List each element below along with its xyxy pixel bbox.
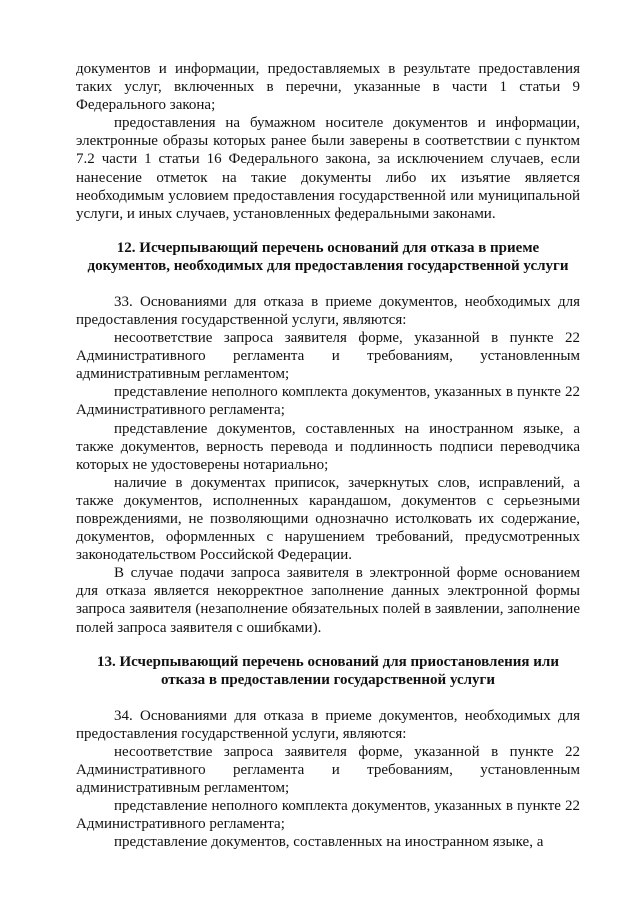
section-12-heading: 12. Исчерпывающий перечень оснований для отказа в приеме документов, необходимых для предоставления государственной услуги <box>87 239 569 275</box>
paragraph: предоставления на бумажном носителе документов и информации, электронные образы которых ранее были заверены в соответствии с пунктом 7.2 части 1 статьи 16 Федерального закона, за исключением случаев, если нанесение отметок на такие документы либо их изъятие является необходимым условием предоставления государственной или муниципальной услуги, и иных случаев, установленных федеральными законами. <box>76 115 580 222</box>
paragraph-34: 34. Основаниями для отказа в приеме документов, необходимых для предоставления государственной услуги, являются: <box>76 707 580 742</box>
paragraph: несоответствие запроса заявителя форме, указанной в пункте 22 Административного регламента и требованиям, установленным административным регламентом; <box>76 330 580 383</box>
paragraph: представление документов, составленных на иностранном языке, а также документов, верность перевода и подлинность подписи переводчика которых не удостоверены нотариально; <box>76 420 580 473</box>
section-13-heading: 13. Исчерпывающий перечень оснований для приостановления или отказа в предоставлении государственной услуги <box>97 653 559 689</box>
paragraph: представление документов, составленных на иностранном языке, а <box>114 834 544 851</box>
paragraph-continued: документов и информации, предоставляемых в результате предоставления таких услуг, включенных в перечни, указанные в части 1 статьи 9 Федерального закона; <box>76 61 580 114</box>
paragraph: В случае подачи запроса заявителя в электронной форме основанием для отказа является некорректное заполнение данных электронной формы запроса заявителя (незаполнение обязательных полей в заявлении, заполнение полей запроса заявителя с ошибками). <box>76 565 580 636</box>
paragraph: представление неполного комплекта документов, указанных в пункте 22 Административного регламента; <box>76 798 580 833</box>
paragraph: наличие в документах приписок, зачеркнутых слов, исправлений, а также документов, исполненных карандашом, документов с серьезными повреждениями, не позволяющими однозначно истолковать их содержание, документов, оформленных с нарушением требований, предусмотренных законодательством Российской Федерации. <box>76 474 580 564</box>
paragraph: представление неполного комплекта документов, указанных в пункте 22 Административного регламента; <box>76 384 580 419</box>
paragraph: несоответствие запроса заявителя форме, указанной в пункте 22 Административного регламента и требованиям, установленным административным регламентом; <box>76 743 580 796</box>
paragraph-33: 33. Основаниями для отказа в приеме документов, необходимых для предоставления государственной услуги, являются: <box>76 293 580 328</box>
document-page <box>76 60 580 851</box>
